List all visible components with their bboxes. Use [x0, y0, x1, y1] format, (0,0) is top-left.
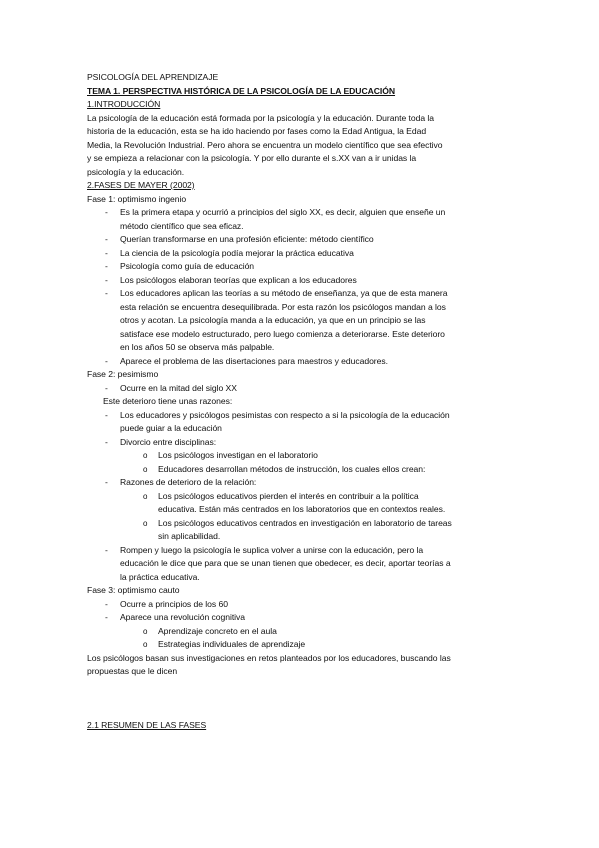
item-line: o Estrategias individuales de aprendizaje: [158, 639, 306, 649]
intro-line: La psicología de la educación está formada por la psicología y la educación. Durante toda la: [87, 112, 435, 123]
intro-line: psicología y la educación.: [87, 166, 185, 177]
item-line: - La ciencia de la psicología podía mejorar la práctica educativa: [120, 247, 354, 258]
document-page: [87, 71, 527, 732]
phase3-subitem: [87, 625, 527, 639]
phase2-subitem: [87, 463, 527, 477]
phase2-subitem: [87, 517, 527, 544]
item-line: - Aparece el problema de las disertaciones para maestros y educadores.: [120, 355, 388, 366]
phase2-item: [87, 409, 527, 436]
phase1-item: [87, 233, 527, 247]
closing-line: Los psicólogos basan sus investigaciones en retos planteados por los educadores, buscando las: [87, 652, 451, 663]
phase1-title: Fase 1: optimismo ingenio: [87, 193, 187, 204]
phase2-item: [87, 436, 527, 450]
course-title: PSICOLOGÍA DEL APRENDIZAJE: [87, 72, 219, 82]
phase1-item: [87, 355, 527, 369]
item-line: esta relación se encuentra desequilibrada. Por esta razón los psicólogos mandan a los: [120, 301, 446, 312]
item-line: - Aparece una revolución cognitiva: [120, 612, 245, 622]
item-line: la práctica educativa.: [120, 571, 200, 582]
phase2-subitem: [87, 490, 527, 517]
summary-heading: 2.1 RESUMEN DE LAS FASES: [87, 719, 207, 730]
item-line: o Educadores desarrollan métodos de instrucción, los cuales ellos crean:: [158, 463, 426, 474]
item-line: - Razones de deterioro de la relación:: [120, 477, 257, 487]
phase3-subitem: [87, 638, 527, 652]
closing-paragraph: [87, 652, 527, 679]
phase2-subitem: [87, 449, 527, 463]
item-line: - Ocurre en la mitad del siglo XX: [120, 382, 237, 393]
item-line: - Los educadores aplican las teorías a su método de enseñanza, ya que de esta manera: [120, 288, 448, 298]
item-line: o Los psicólogos educativos centrados en investigación en laboratorio de tareas: [158, 517, 452, 528]
item-line: - Los educadores y psicólogos pesimistas con respecto a si la psicología de la educación: [120, 409, 450, 420]
item-line: puede guiar a la educación: [120, 423, 222, 433]
mayer-heading: 2.FASES DE MAYER (2002): [87, 180, 195, 190]
phase2-item: [87, 476, 527, 490]
item-line: sin aplicabilidad.: [158, 531, 221, 541]
item-line: o Aprendizaje concreto en el aula: [158, 625, 277, 636]
closing-line: propuestas que le dicen: [87, 666, 178, 676]
item-line: - Los psicólogos elaboran teorías que explican a los educadores: [120, 274, 357, 285]
item-line: educación le dice que para que se unan tienen que obedecer, es decir, aportar teorías a: [120, 558, 451, 568]
item-line: educativa. Están más centrados en los laboratorios que en contextos reales.: [158, 504, 446, 514]
phase3-item: [87, 598, 527, 612]
phase1-item: [87, 287, 527, 355]
phase1-item: [87, 247, 527, 261]
item-line: en los años 50 se observa más palpable.: [120, 342, 275, 352]
phase3-title: Fase 3: optimismo cauto: [87, 585, 180, 595]
item-line: satisface ese modelo estructurado, pero luego comienza a deteriorarse. Este deterioro: [120, 328, 445, 339]
item-line: - Divorcio entre disciplinas:: [120, 436, 217, 447]
item-line: - Psicología como guía de educación: [120, 261, 255, 271]
phase2-title: Fase 2: pesimismo: [87, 369, 159, 379]
item-line: - Ocurre a principios de los 60: [120, 598, 228, 609]
phase1-item: [87, 260, 527, 274]
topic-title: TEMA 1. PERSPECTIVA HISTÓRICA DE LA PSICOLOGÍA DE LA EDUCACIÓN: [87, 85, 396, 96]
phase2-reasons-intro: Este deterioro tiene unas razones:: [103, 396, 233, 406]
blank-space: [87, 679, 527, 719]
intro-line: y se empieza a relacionar con la psicología. Y por ello durante el s.XX van a ir unidas la: [87, 153, 417, 163]
phase3-item: [87, 611, 527, 625]
intro-line: Media, la Revolución Industrial. Pero ahora se encuentra un modelo científico que sea efectivo: [87, 139, 443, 150]
phase2-item: [87, 382, 527, 396]
item-line: otros y acotan. La psicología manda a la educación, ya que en un principio se las: [120, 315, 426, 325]
item-line: - Es la primera etapa y ocurrió a principios del siglo XX, es decir, alguien que enseñe un: [120, 207, 446, 217]
item-line: o Los psicólogos educativos pierden el interés en contribuir a la política: [158, 490, 419, 501]
phase2-item: [87, 544, 527, 585]
item-line: método científico que sea eficaz.: [120, 220, 244, 231]
item-line: - Rompen y luego la psicología le suplica volver a unirse con la educación, pero la: [120, 544, 424, 555]
item-line: o Los psicólogos investigan en el laboratorio: [158, 450, 318, 460]
intro-heading: 1.INTRODUCCIÓN: [87, 99, 161, 109]
intro-line: historia de la educación, esta se ha ido haciendo por fases como la Edad Antigua, la Edad: [87, 126, 427, 136]
phase1-item: [87, 206, 527, 233]
phase1-item: [87, 274, 527, 288]
item-line: - Querían transformarse en una profesión eficiente: método científico: [120, 234, 374, 244]
intro-paragraph: [87, 112, 527, 180]
